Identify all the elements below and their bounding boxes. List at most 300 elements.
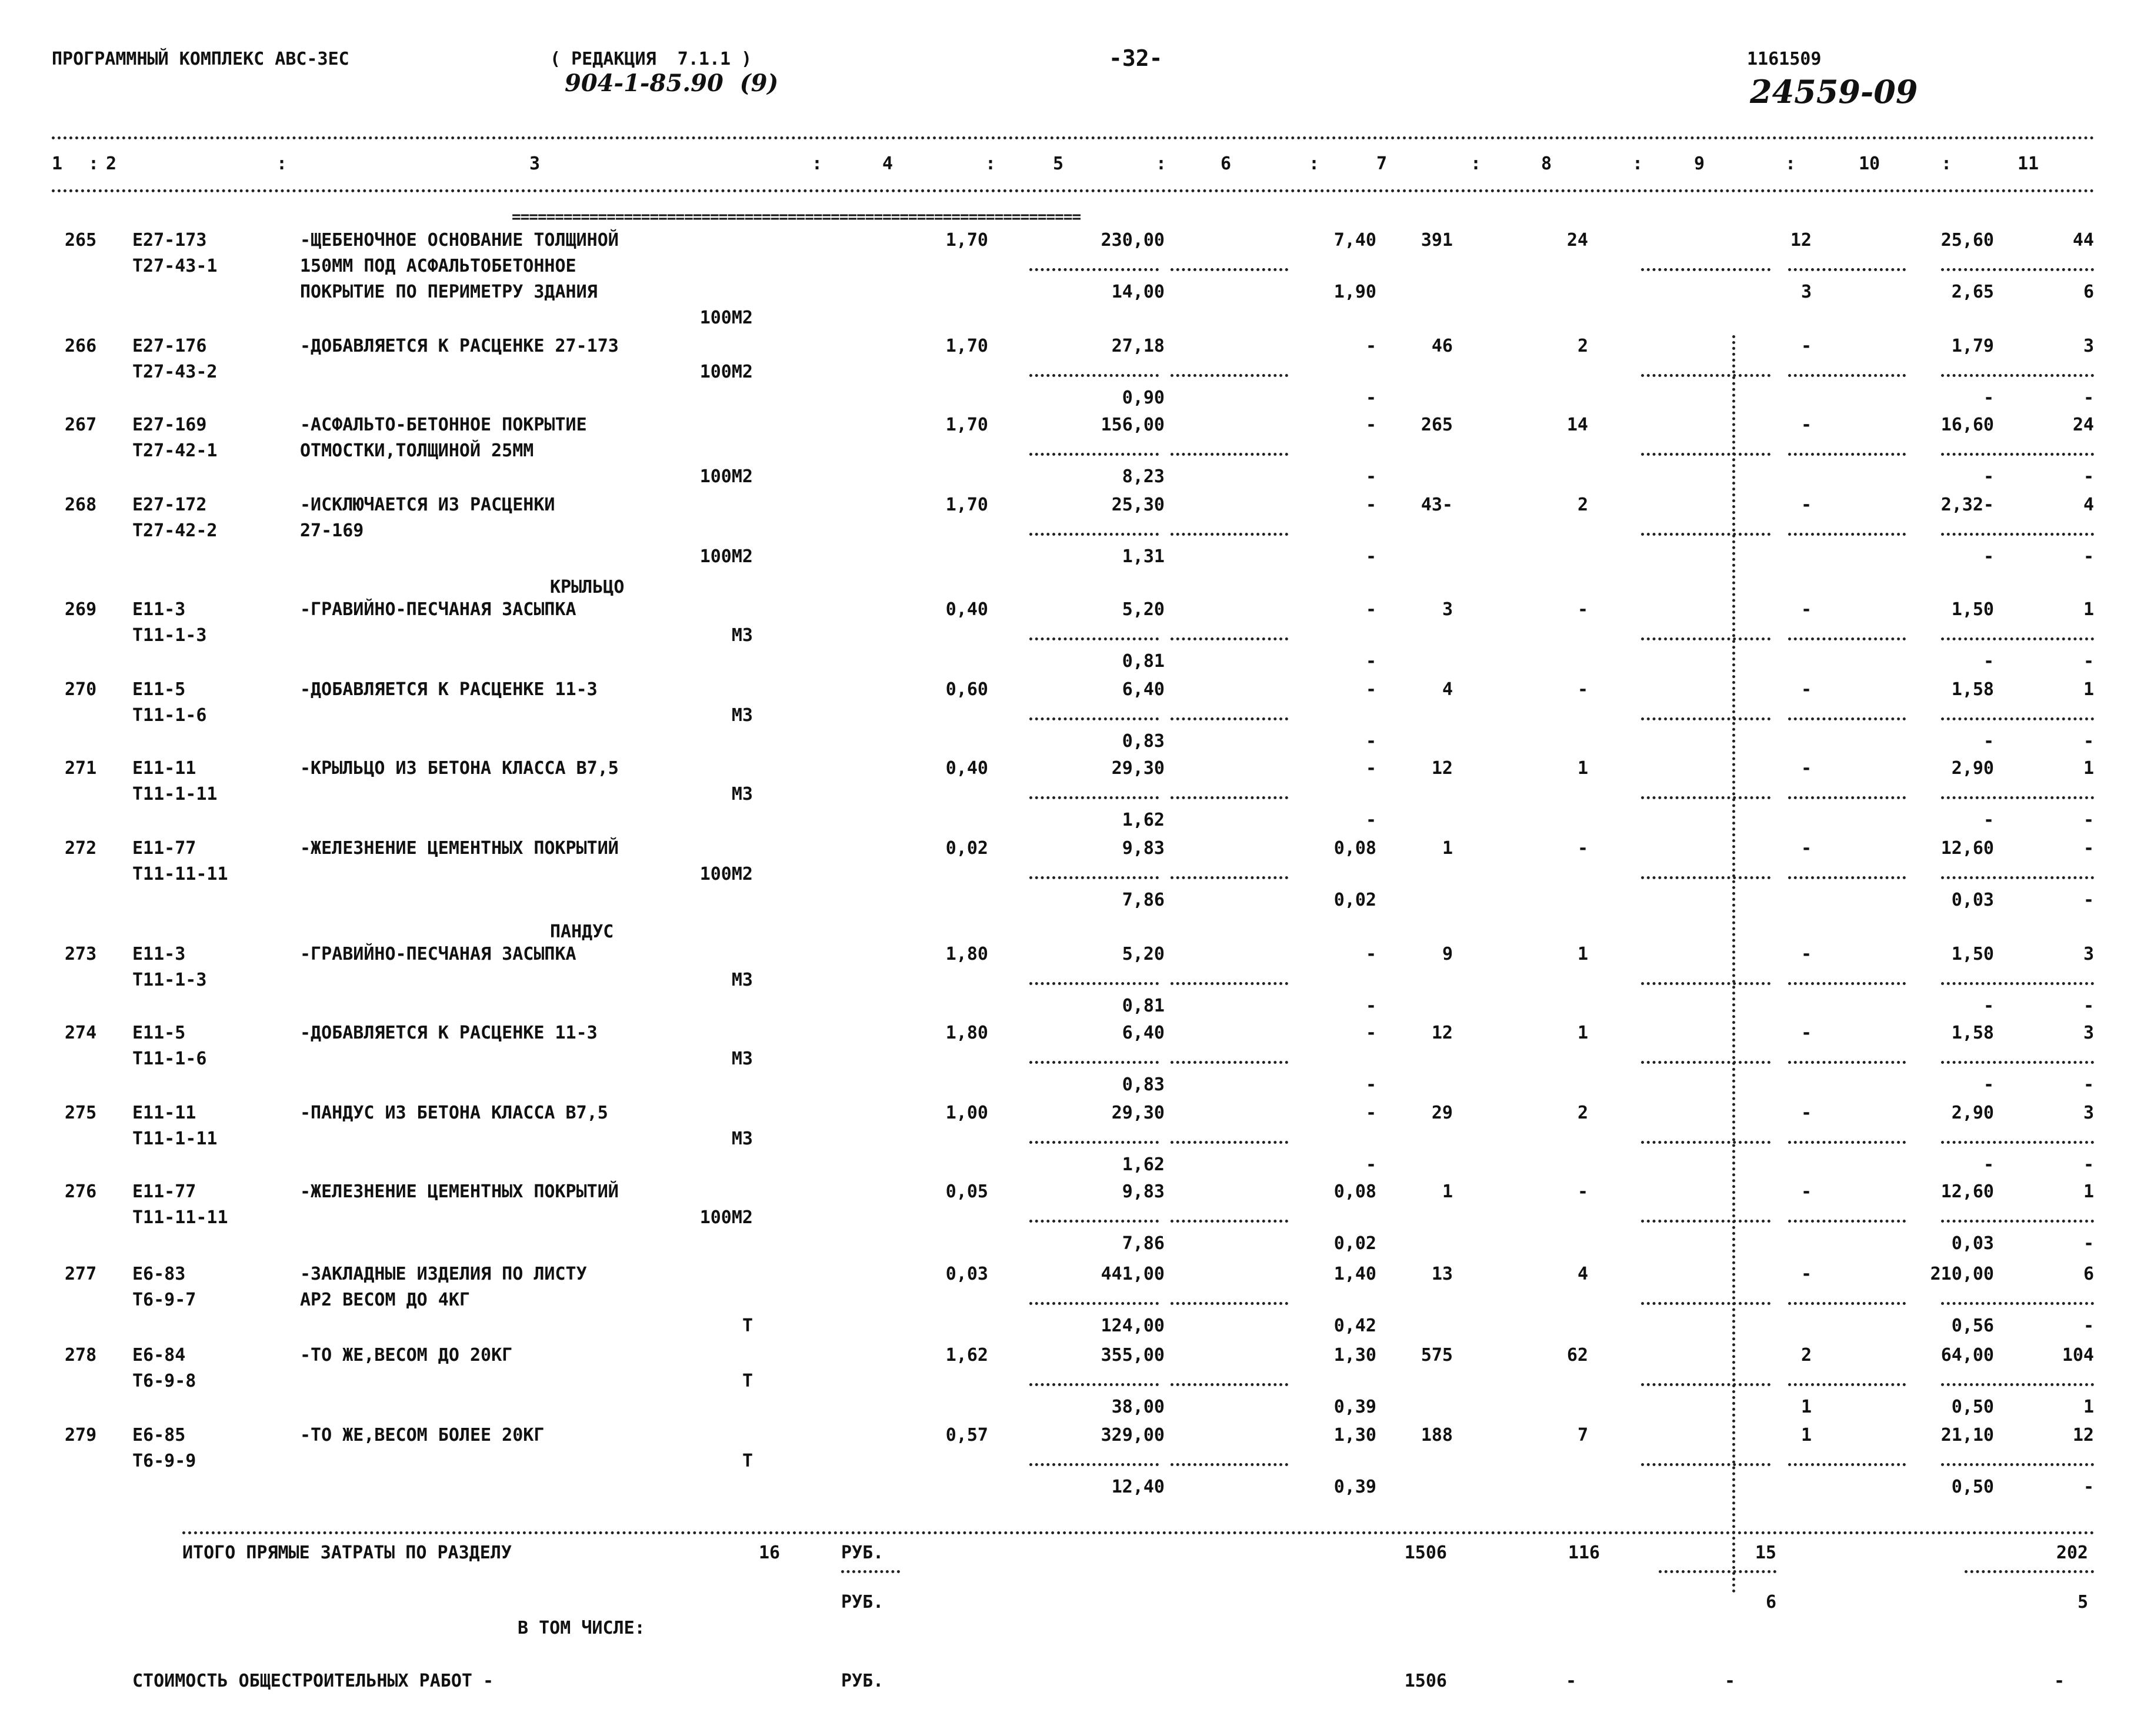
col6-rule: [1171, 1061, 1288, 1064]
row-tech-code: Т11-1-11: [132, 784, 218, 804]
col5-rule: [1029, 374, 1159, 377]
row-col6-sub: 0,02: [1333, 890, 1376, 910]
col5-rule: [1029, 982, 1159, 985]
row-col9-value: -: [1800, 838, 1812, 859]
row-col5-value: 355,00: [1101, 1345, 1165, 1366]
row-description: -ДОБАВЛЯЕТСЯ К РАСЦЕНКЕ 11-3: [300, 679, 598, 700]
row-code: Е27-173: [132, 230, 207, 251]
row-col9-value: -: [1800, 336, 1812, 356]
row-col9-value: -: [1800, 1264, 1812, 1284]
col11-rule: [1941, 876, 2094, 879]
row-unit: 100М2: [699, 362, 753, 382]
row-code: Е11-77: [132, 838, 196, 859]
row-code: Е11-5: [132, 679, 186, 700]
row-col10-value: 1,50: [1951, 599, 1994, 620]
column-separator: :: [1941, 153, 1952, 174]
totals-sub-rule-4: [841, 1570, 900, 1573]
row-col10-sub: -: [1983, 810, 1994, 830]
col9-rule: [1641, 268, 1770, 271]
row-col6-sub: 0,39: [1333, 1397, 1376, 1417]
row-col6-value: -: [1365, 944, 1376, 964]
row-col8-value: 2: [1577, 1103, 1588, 1123]
col10-rule: [1788, 1302, 1906, 1305]
row-description: -КРЫЛЬЦО ИЗ БЕТОНА КЛАССА В7,5: [300, 758, 619, 779]
col9-rule: [1641, 982, 1770, 985]
row-col10-value: 1,79: [1951, 336, 1994, 356]
totals-currency: РУБ.: [841, 1543, 884, 1563]
row-tech-code: Т6-9-9: [132, 1451, 196, 1471]
col11-rule: [1941, 1302, 2094, 1305]
general-works-c7: 1506: [1404, 1671, 1447, 1691]
col6-rule: [1171, 374, 1288, 377]
row-col7-value: 3: [1442, 599, 1453, 620]
row-col11-value: 1: [2083, 758, 2094, 779]
row-col5-value: 230,00: [1101, 230, 1165, 251]
col6-rule: [1171, 796, 1288, 799]
row-tech-code: Т11-1-3: [132, 970, 207, 990]
column-header-6: 6: [1221, 153, 1232, 174]
row-tech-code: Т27-42-1: [132, 440, 218, 461]
row-col11-sub: -: [2083, 546, 2094, 567]
row-col10-value: 2,32-: [1940, 495, 1994, 515]
row-col10-sub: 0,03: [1951, 890, 1994, 910]
row-number: 272: [65, 838, 97, 859]
row-quantity: 0,05: [945, 1181, 988, 1202]
column-separator: :: [1156, 153, 1167, 174]
including-label: В ТОМ ЧИСЛЕ:: [518, 1618, 645, 1638]
col11-rule: [1941, 1141, 2094, 1144]
row-col11-value: 3: [2083, 336, 2094, 356]
totals-label: ИТОГО ПРЯМЫЕ ЗАТРАТЫ ПО РАЗДЕЛУ: [182, 1543, 512, 1563]
row-quantity: 0,40: [945, 599, 988, 620]
row-quantity: 0,60: [945, 679, 988, 700]
row-col11-value: 4: [2083, 495, 2094, 515]
row-col10-value: 64,00: [1940, 1345, 1994, 1366]
row-col9-value: -: [1800, 679, 1812, 700]
row-col11-sub: -: [2083, 810, 2094, 830]
row-unit: Т: [742, 1451, 753, 1471]
row-col8-value: 2: [1577, 336, 1588, 356]
row-col6-value: 7,40: [1333, 230, 1376, 251]
header-rule-bottom: [52, 189, 2095, 192]
row-col10-sub: -: [1983, 996, 1994, 1016]
row-col10-value: 16,60: [1940, 415, 1994, 435]
totals-sub-rule-9: [1659, 1570, 1776, 1573]
column-header-3: 3: [529, 153, 541, 174]
row-col11-sub: -: [2083, 996, 2094, 1016]
project-handwritten: 904-1-85.90 (9): [565, 69, 779, 97]
row-quantity: 1,70: [945, 230, 988, 251]
col6-rule: [1171, 1141, 1288, 1144]
row-code: Е6-84: [132, 1345, 186, 1366]
col5-rule: [1029, 1302, 1159, 1305]
col10-rule: [1788, 533, 1906, 536]
row-number: 271: [65, 758, 97, 779]
row-col5-sub: 0,83: [1122, 731, 1165, 752]
row-col9-value: -: [1800, 1023, 1812, 1043]
row-col10-value: 25,60: [1940, 230, 1994, 251]
row-col5-value: 9,83: [1122, 838, 1165, 859]
row-description: -ГРАВИЙНО-ПЕСЧАНАЯ ЗАСЫПКА: [300, 944, 576, 964]
row-col8-value: 4: [1577, 1264, 1588, 1284]
row-col9-value: -: [1800, 944, 1812, 964]
row-code: Е11-77: [132, 1181, 196, 1202]
col11-rule: [1941, 796, 2094, 799]
row-unit: М3: [731, 1129, 753, 1149]
col11-rule: [1941, 1383, 2094, 1386]
row-tech-code: Т11-1-6: [132, 1049, 207, 1069]
col5-rule: [1029, 796, 1159, 799]
row-col6-sub: -: [1365, 546, 1376, 567]
row-col6-sub: -: [1365, 810, 1376, 830]
row-col9-value: -: [1800, 415, 1812, 435]
col9-rule: [1641, 1302, 1770, 1305]
row-number: 267: [65, 415, 97, 435]
row-col6-value: -: [1365, 758, 1376, 779]
col9-rule: [1641, 1220, 1770, 1223]
row-col10-value: 1,58: [1951, 679, 1994, 700]
row-tech-code: Т11-1-11: [132, 1129, 218, 1149]
row-col6-sub: 0,02: [1333, 1233, 1376, 1254]
row-description: 27-169: [300, 520, 364, 541]
row-col7-value: 43-: [1421, 495, 1453, 515]
col11-rule: [1941, 637, 2094, 640]
row-col11-sub: -: [2083, 1477, 2094, 1497]
row-description: -ЩЕБЕНОЧНОЕ ОСНОВАНИЕ ТОЛЩИНОЙ: [300, 230, 619, 251]
col6-rule: [1171, 876, 1288, 879]
column-header-7: 7: [1376, 153, 1388, 174]
row-col6-sub: -: [1365, 1154, 1376, 1175]
row-quantity: 1,00: [945, 1103, 988, 1123]
row-tech-code: Т11-1-3: [132, 625, 207, 646]
totals-currency-2: РУБ.: [841, 1592, 884, 1613]
row-col5-sub: 1,31: [1122, 546, 1165, 567]
row-col10-sub: -: [1983, 731, 1994, 752]
col10-rule: [1788, 876, 1906, 879]
row-col7-value: 575: [1421, 1345, 1453, 1366]
row-code: Е11-3: [132, 944, 186, 964]
row-description: -ЗАКЛАДНЫЕ ИЗДЕЛИЯ ПО ЛИСТУ: [300, 1264, 587, 1284]
row-col9-value: -: [1800, 1181, 1812, 1202]
row-col11-value: 104: [2062, 1345, 2094, 1366]
row-code: Е6-83: [132, 1264, 186, 1284]
row-code: Е6-85: [132, 1425, 186, 1445]
col9-rule: [1641, 374, 1770, 377]
column-separator: :: [985, 153, 996, 174]
row-col5-sub: 12,40: [1111, 1477, 1165, 1497]
row-col5-value: 29,30: [1111, 758, 1165, 779]
row-col6-value: -: [1365, 1103, 1376, 1123]
row-tech-code: Т6-9-7: [132, 1290, 196, 1310]
col9-rule: [1641, 717, 1770, 720]
row-description: -ДОБАВЛЯЕТСЯ К РАСЦЕНКЕ 27-173: [300, 336, 619, 356]
row-col7-value: 12: [1431, 1023, 1453, 1043]
row-col11-value: 6: [2083, 1264, 2094, 1284]
col11-rule: [1941, 374, 2094, 377]
row-description: ПОКРЫТИЕ ПО ПЕРИМЕТРУ ЗДАНИЯ: [300, 282, 598, 302]
row-col11-sub: -: [2083, 466, 2094, 487]
row-code: Е11-5: [132, 1023, 186, 1043]
row-description: -АСФАЛЬТО-БЕТОННОЕ ПОКРЫТИЕ: [300, 415, 587, 435]
col5-rule: [1029, 533, 1159, 536]
col5-rule: [1029, 1463, 1159, 1466]
row-col8-value: 7: [1577, 1425, 1588, 1445]
row-col10-sub: -: [1983, 546, 1994, 567]
row-quantity: 0,03: [945, 1264, 988, 1284]
row-col5-value: 6,40: [1122, 1023, 1165, 1043]
col6-rule: [1171, 637, 1288, 640]
row-col5-sub: 124,00: [1101, 1316, 1165, 1336]
row-number: 277: [65, 1264, 97, 1284]
section-rule: ==================================================================: [512, 208, 1081, 226]
row-col9-value: -: [1800, 495, 1812, 515]
row-number: 266: [65, 336, 97, 356]
col6-rule: [1171, 982, 1288, 985]
general-works-currency: РУБ.: [841, 1671, 884, 1691]
column-header-5: 5: [1053, 153, 1064, 174]
row-col7-value: 12: [1431, 758, 1453, 779]
col6-rule: [1171, 1220, 1288, 1223]
row-col5-value: 27,18: [1111, 336, 1165, 356]
row-col6-value: -: [1365, 1023, 1376, 1043]
row-col8-value: 2: [1577, 495, 1588, 515]
row-tech-code: Т6-9-8: [132, 1371, 196, 1391]
row-col5-sub: 1,62: [1122, 1154, 1165, 1175]
subsection-heading: КРЫЛЬЦО: [550, 577, 625, 597]
row-description: -ИСКЛЮЧАЕТСЯ ИЗ РАСЦЕНКИ: [300, 495, 555, 515]
col10-rule: [1788, 1141, 1906, 1144]
row-col9-value: -: [1800, 758, 1812, 779]
row-description: -ЖЕЛЕЗНЕНИЕ ЦЕМЕНТНЫХ ПОКРЫТИЙ: [300, 838, 619, 859]
row-col5-value: 9,83: [1122, 1181, 1165, 1202]
general-works-c11: -: [2053, 1671, 2065, 1691]
row-col7-value: 188: [1421, 1425, 1453, 1445]
row-unit: 100М2: [699, 1207, 753, 1228]
col10-rule: [1788, 268, 1906, 271]
row-description: АР2 ВЕСОМ ДО 4КГ: [300, 1290, 470, 1310]
row-col6-sub: -: [1365, 388, 1376, 408]
column-separator: :: [1785, 153, 1796, 174]
row-col10-sub: 0,50: [1951, 1477, 1994, 1497]
col9-rule: [1641, 1383, 1770, 1386]
row-number: 269: [65, 599, 97, 620]
row-col5-value: 329,00: [1101, 1425, 1165, 1445]
row-col9-sub: 1: [1800, 1397, 1812, 1417]
row-unit: 100М2: [699, 546, 753, 567]
row-col10-sub: -: [1983, 1154, 1994, 1175]
row-col6-sub: -: [1365, 466, 1376, 487]
row-quantity: 1,80: [945, 944, 988, 964]
row-col10-sub: -: [1983, 466, 1994, 487]
column-9-divider: [1732, 335, 1735, 1594]
col11-rule: [1941, 1463, 2094, 1466]
row-col11-sub: -: [2083, 651, 2094, 672]
totals-c9b: 6: [1765, 1592, 1776, 1613]
row-col9-value: 1: [1800, 1425, 1812, 1445]
row-quantity: 0,40: [945, 758, 988, 779]
row-tech-code: Т27-43-2: [132, 362, 218, 382]
row-quantity: 0,57: [945, 1425, 988, 1445]
row-col10-value: 12,60: [1940, 1181, 1994, 1202]
totals-c11a: 202: [2056, 1543, 2088, 1563]
column-separator: :: [88, 153, 99, 174]
row-col11-value: 44: [2072, 230, 2094, 251]
row-number: 275: [65, 1103, 97, 1123]
row-col5-value: 156,00: [1101, 415, 1165, 435]
column-separator: :: [1471, 153, 1482, 174]
row-col11-value: 1: [2083, 599, 2094, 620]
col9-rule: [1641, 533, 1770, 536]
row-col6-sub: -: [1365, 731, 1376, 752]
col10-rule: [1788, 1383, 1906, 1386]
row-tech-code: Т11-1-6: [132, 705, 207, 726]
col9-rule: [1641, 637, 1770, 640]
row-col6-value: -: [1365, 679, 1376, 700]
row-quantity: 1,70: [945, 495, 988, 515]
col10-rule: [1788, 1220, 1906, 1223]
row-description: -ПАНДУС ИЗ БЕТОНА КЛАССА В7,5: [300, 1103, 608, 1123]
row-unit: Т: [742, 1371, 753, 1391]
row-number: 270: [65, 679, 97, 700]
row-col6-value: 1,30: [1333, 1345, 1376, 1366]
row-quantity: 1,62: [945, 1345, 988, 1366]
row-code: Е11-11: [132, 1103, 196, 1123]
row-unit: 100М2: [699, 308, 753, 328]
row-col8-value: -: [1577, 679, 1588, 700]
totals-c7: 1506: [1404, 1543, 1447, 1563]
row-col5-sub: 7,86: [1122, 890, 1165, 910]
row-col8-value: 1: [1577, 1023, 1588, 1043]
totals-sub-rule-11: [1965, 1570, 2094, 1573]
row-col7-value: 13: [1431, 1264, 1453, 1284]
col6-rule: [1171, 717, 1288, 720]
row-unit: М3: [731, 1049, 753, 1069]
row-col11-sub: -: [2083, 1316, 2094, 1336]
row-col9-value: 2: [1800, 1345, 1812, 1366]
row-unit: 100М2: [699, 466, 753, 487]
column-header-4: 4: [882, 153, 893, 174]
col11-rule: [1941, 533, 2094, 536]
row-col5-sub: 1,62: [1122, 810, 1165, 830]
row-col7-value: 391: [1421, 230, 1453, 251]
row-unit: Т: [742, 1316, 753, 1336]
row-col7-value: 9: [1442, 944, 1453, 964]
row-col11-sub: -: [2083, 388, 2094, 408]
col9-rule: [1641, 876, 1770, 879]
row-quantity: 1,70: [945, 336, 988, 356]
row-col10-sub: 0,50: [1951, 1397, 1994, 1417]
row-unit: М3: [731, 784, 753, 804]
row-col8-value: -: [1577, 599, 1588, 620]
row-col5-value: 5,20: [1122, 599, 1165, 620]
col10-rule: [1788, 982, 1906, 985]
row-col11-sub: -: [2083, 1074, 2094, 1095]
col9-rule: [1641, 796, 1770, 799]
column-header-9: 9: [1694, 153, 1705, 174]
row-col7-value: 265: [1421, 415, 1453, 435]
totals-c9a: 15: [1755, 1543, 1776, 1563]
totals-section: 16: [759, 1543, 781, 1563]
row-col5-sub: 0,90: [1122, 388, 1165, 408]
row-col6-sub: -: [1365, 1074, 1376, 1095]
row-col11-sub: -: [2083, 890, 2094, 910]
col10-rule: [1788, 453, 1906, 456]
row-col5-value: 5,20: [1122, 944, 1165, 964]
row-description: -ТО ЖЕ,ВЕСОМ БОЛЕЕ 20КГ: [300, 1425, 545, 1445]
col10-rule: [1788, 374, 1906, 377]
col10-rule: [1788, 637, 1906, 640]
row-col6-value: -: [1365, 599, 1376, 620]
col5-rule: [1029, 1220, 1159, 1223]
column-header-1: 1: [52, 153, 63, 174]
row-col6-value: -: [1365, 415, 1376, 435]
row-col8-value: -: [1577, 838, 1588, 859]
row-col8-value: 62: [1566, 1345, 1588, 1366]
row-col6-sub: -: [1365, 996, 1376, 1016]
row-col9-value: 12: [1790, 230, 1812, 251]
col6-rule: [1171, 1463, 1288, 1466]
row-col10-sub: -: [1983, 388, 1994, 408]
row-col11-value: 12: [2072, 1425, 2094, 1445]
row-col11-sub: -: [2083, 1233, 2094, 1254]
row-col10-value: 12,60: [1940, 838, 1994, 859]
column-header-8: 8: [1541, 153, 1552, 174]
row-col11-sub: 6: [2083, 282, 2094, 302]
row-col10-sub: 2,65: [1951, 282, 1994, 302]
doc-number: 1161509: [1747, 49, 1822, 69]
row-code: Е11-3: [132, 599, 186, 620]
col11-rule: [1941, 1220, 2094, 1223]
col9-rule: [1641, 1463, 1770, 1466]
col10-rule: [1788, 717, 1906, 720]
row-col7-value: 1: [1442, 838, 1453, 859]
row-col11-value: 3: [2083, 944, 2094, 964]
col5-rule: [1029, 453, 1159, 456]
row-col7-value: 1: [1442, 1181, 1453, 1202]
row-tech-code: Т27-43-1: [132, 256, 218, 276]
row-col7-value: 46: [1431, 336, 1453, 356]
edition-label: ( РЕДАКЦИЯ 7.1.1 ): [550, 49, 752, 69]
row-code: Е27-176: [132, 336, 207, 356]
row-number: 279: [65, 1425, 97, 1445]
row-unit: М3: [731, 705, 753, 726]
col11-rule: [1941, 453, 2094, 456]
row-description: ОТМОСТКИ,ТОЛЩИНОЙ 25ММ: [300, 440, 534, 461]
page-number: -32-: [1109, 45, 1163, 71]
row-col5-value: 25,30: [1111, 495, 1165, 515]
row-code: Е11-11: [132, 758, 196, 779]
col6-rule: [1171, 1302, 1288, 1305]
col5-rule: [1029, 717, 1159, 720]
row-col6-value: -: [1365, 495, 1376, 515]
row-col9-sub: 3: [1800, 282, 1812, 302]
column-separator: :: [1632, 153, 1643, 174]
row-col5-sub: 14,00: [1111, 282, 1165, 302]
row-quantity: 1,70: [945, 415, 988, 435]
row-col11-value: 1: [2083, 1181, 2094, 1202]
row-col11-value: -: [2083, 838, 2094, 859]
row-unit: М3: [731, 625, 753, 646]
col5-rule: [1029, 1061, 1159, 1064]
row-col6-value: 1,40: [1333, 1264, 1376, 1284]
row-col5-sub: 38,00: [1111, 1397, 1165, 1417]
col10-rule: [1788, 796, 1906, 799]
col5-rule: [1029, 268, 1159, 271]
row-description: -ДОБАВЛЯЕТСЯ К РАСЦЕНКЕ 11-3: [300, 1023, 598, 1043]
row-col10-value: 21,10: [1940, 1425, 1994, 1445]
row-col11-sub: 1: [2083, 1397, 2094, 1417]
totals-c8: 116: [1568, 1543, 1600, 1563]
